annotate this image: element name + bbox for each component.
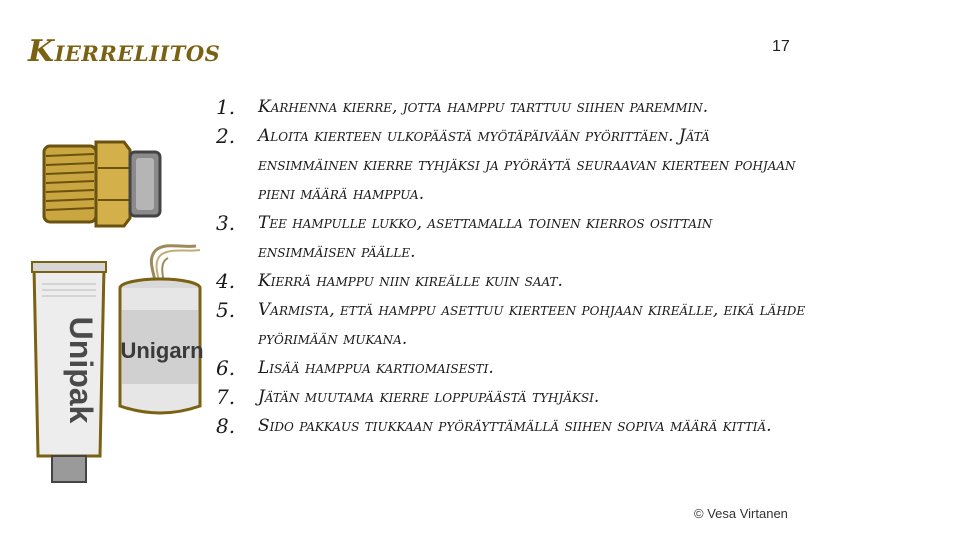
- sealant-tube-image: [30, 260, 108, 486]
- list-item: [210, 209, 810, 267]
- step-number: 4.: [216, 269, 236, 293]
- step-number: 1.: [216, 95, 236, 119]
- list-item: [210, 354, 810, 383]
- list-item: [210, 267, 810, 296]
- tube-label: Unipak: [63, 316, 99, 424]
- slide-title: Kierreliitos: [28, 34, 221, 69]
- list-item: [210, 296, 810, 354]
- step-number: 8.: [216, 414, 236, 438]
- step-text: Sido pakkaus tiukkaan pyöräyttämällä siihen sopiva määrä kittiä.: [258, 416, 772, 436]
- step-number: 7.: [216, 385, 236, 409]
- instruction-list: [210, 93, 810, 441]
- list-item: [210, 122, 810, 209]
- copyright-notice: © Vesa Virtanen: [694, 506, 788, 521]
- step-text: Aloita kierteen ulkopäästä myötäpäivään pyörittäen. Jätä ensimmäinen kierre tyhjäksi ja pyöräytä seuraavan kierteen pohjaan pieni määrä hamppua.: [258, 126, 796, 204]
- step-text: Jätän muutama kierre loppupäästä tyhjäksi.: [258, 387, 600, 407]
- list-item: [210, 412, 810, 441]
- step-text: Varmista, että hamppu asettuu kierteen pohjaan kireälle, eikä lähde pyörimään mukana.: [258, 300, 806, 349]
- threaded-fitting-image: [40, 138, 166, 230]
- step-number: 5.: [216, 298, 236, 322]
- hemp-can-image: [112, 240, 208, 420]
- list-item: [210, 383, 810, 412]
- step-number: 6.: [216, 356, 236, 380]
- step-text: Kierrä hamppu niin kireälle kuin saat.: [258, 271, 563, 291]
- step-text: Tee hampulle lukko, asettamalla toinen kierros osittain ensimmäisen päälle.: [258, 213, 713, 262]
- step-number: 2.: [216, 124, 236, 148]
- can-label: Unigarn: [120, 338, 204, 363]
- page-number: 17: [772, 38, 790, 55]
- step-number: 3.: [216, 211, 236, 235]
- list-item: [210, 93, 810, 122]
- step-text: Karhenna kierre, jotta hamppu tarttuu siihen paremmin.: [258, 97, 709, 117]
- step-text: Lisää hamppua kartiomaisesti.: [258, 358, 494, 378]
